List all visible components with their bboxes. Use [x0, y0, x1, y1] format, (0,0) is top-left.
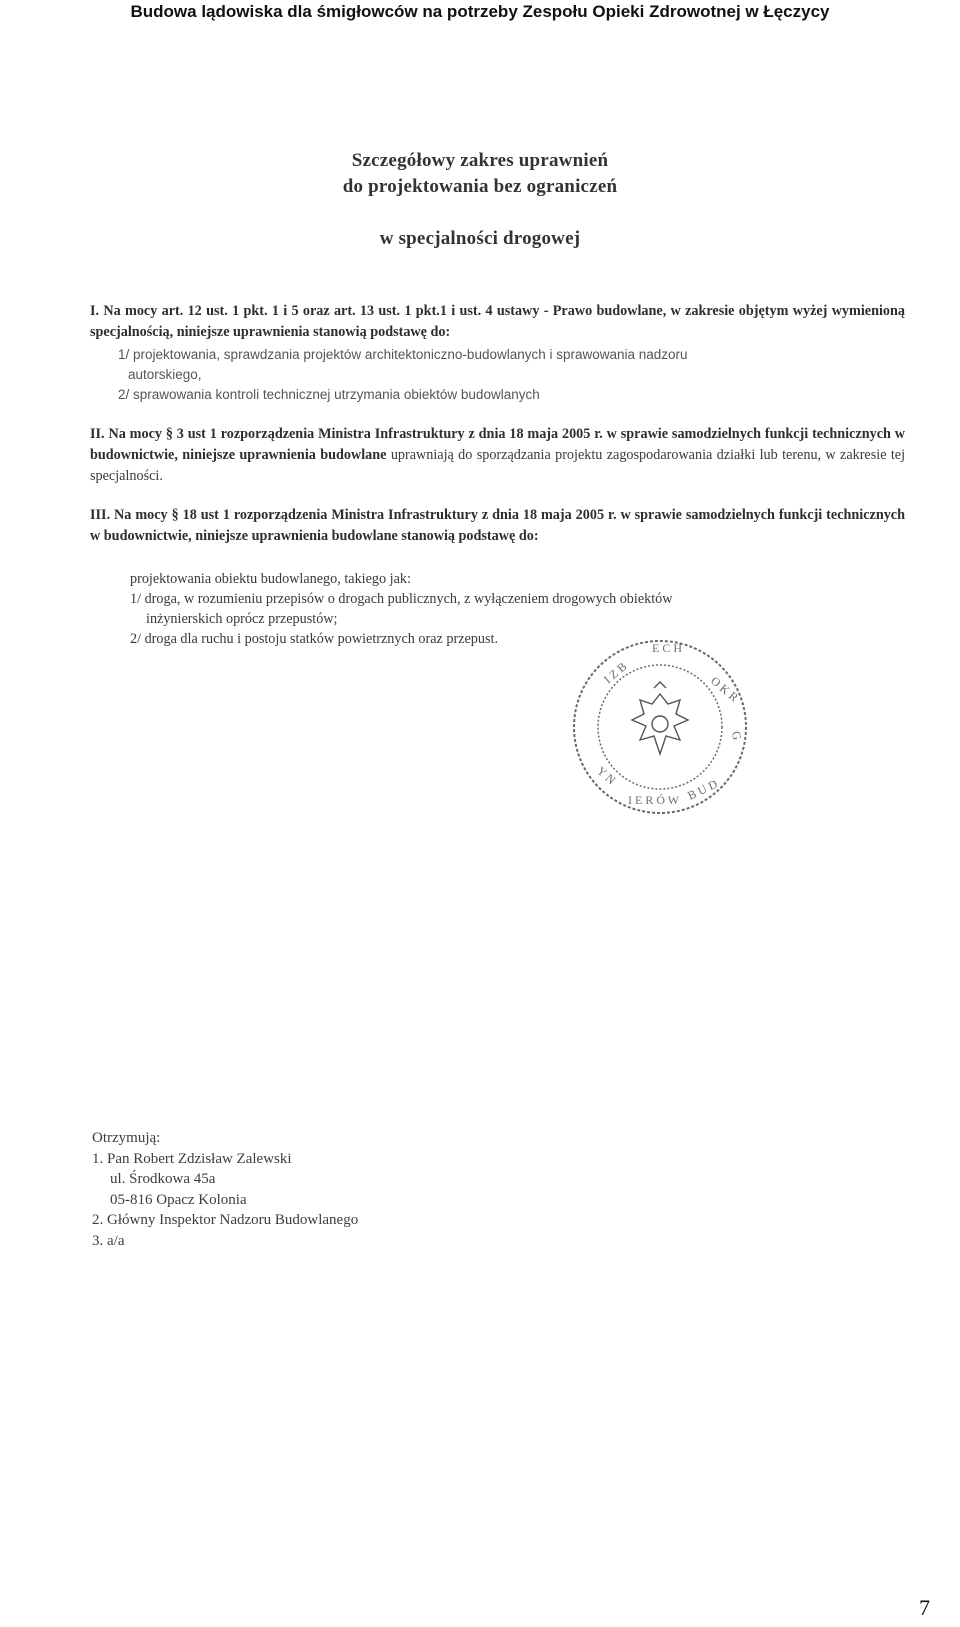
svg-text:I E R Ó W: I E R Ó W	[628, 793, 680, 807]
section-2: II. Na mocy § 3 ust 1 rozporządzenia Ministra Infrastruktury z dnia 18 maja 2005 r. w sprawie samodzielnych funkcji technicznych w budownictwie, niniejsze uprawnienia budowlane uprawniają do sporządzania projektu zagospodarowania działki lub terenu, w zakresie tej specjalności.	[90, 426, 906, 484]
section-3-lead: projektowania obiektu budowlanego, takiego jak:	[130, 571, 411, 587]
recipient-line-3: 05-816 Opacz Kolonia	[110, 1191, 247, 1208]
title-line-2: do projektowania bez ograniczeń	[342, 176, 618, 197]
section-1-item-1-cont: autorskiego,	[128, 367, 202, 382]
svg-text:O K R: O K R	[708, 673, 742, 705]
svg-text:G: G	[729, 730, 745, 742]
title-line-3: w specjalności drogowej	[379, 228, 581, 249]
section-3-item-1-cont: inżynierskich oprócz przepustów;	[146, 611, 338, 627]
section-3-item-2: 2/ droga dla ruchu i postoju statków powietrznych oraz przepust.	[130, 631, 498, 647]
recipients-heading: Otrzymują:	[92, 1130, 161, 1146]
title-line-1: Szczegółowy zakres uprawnień	[351, 150, 609, 171]
section-3-intro: III. Na mocy § 18 ust 1 rozporządzenia Ministra Infrastruktury z dnia 18 maja 2005 r. w sprawie samodzielnych funkcji technicznych w budownictwie, niniejsze uprawnienia budowlane stanowią podstawę do:	[90, 507, 905, 544]
svg-text:B U D: B U D	[685, 776, 720, 803]
eagle-emblem-icon	[632, 682, 688, 754]
svg-text:E C H: E C H	[652, 641, 682, 655]
document-header: Budowa lądowiska dla śmigłowców na potrzeby Zespołu Opieki Zdrowotnej w Łęczycy	[130, 2, 830, 21]
section-1-item-2: 2/ sprawowania kontroli technicznej utrzymania obiektów budowlanych	[118, 387, 540, 402]
recipient-line-2: ul. Środkowa 45a	[110, 1171, 216, 1187]
section-1-item-1: 1/ projektowania, sprawdzania projektów architektoniczno-budowlanych i sprawowania nadzoru	[118, 347, 688, 362]
recipient-line-4: 2. Główny Inspektor Nadzoru Budowlanego	[92, 1212, 359, 1228]
recipients-block	[92, 1128, 358, 1251]
svg-text:Y N: Y N	[594, 763, 619, 788]
official-seal	[560, 632, 760, 822]
svg-text:I Z B: I Z B	[600, 659, 630, 687]
section-1-intro: I. Na mocy art. 12 ust. 1 pkt. 1 i 5 oraz art. 13 ust. 1 pkt.1 i ust. 4 ustawy - Prawo budowlane, w zakresie objętym wyżej wymienioną specjalnością, niniejsze uprawnienia stanowią podstawę do:	[90, 303, 905, 340]
section-3-item-1: 1/ droga, w rozumieniu przepisów o drogach publicznych, z wyłączeniem drogowych obiektów	[130, 591, 673, 607]
page-number: 7	[919, 1595, 930, 1620]
recipient-line-1: 1. Pan Robert Zdzisław Zalewski	[92, 1150, 292, 1167]
recipient-line-5: 3. a/a	[92, 1232, 125, 1249]
